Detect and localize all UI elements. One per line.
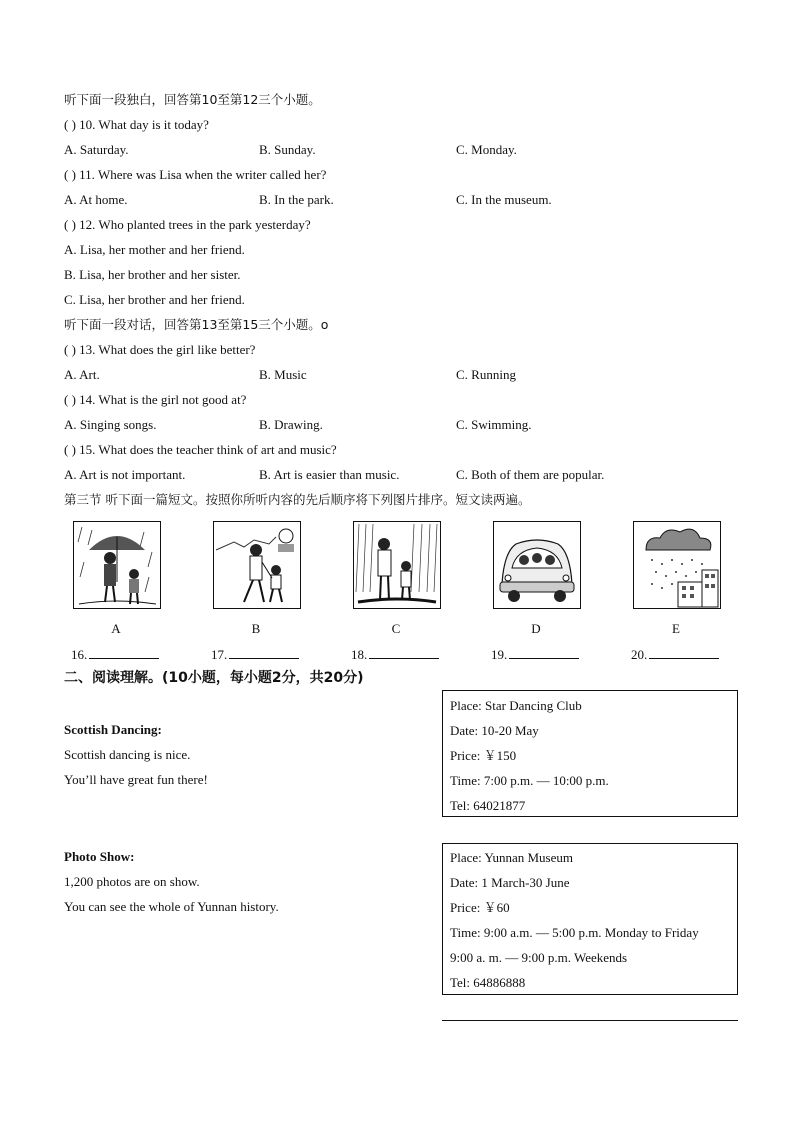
q15-option-b[interactable]: B. Art is easier than music. (259, 467, 400, 482)
ad2-place: Place: Yunnan Museum (450, 850, 573, 865)
q10-option-a[interactable]: A. Saturday. (64, 142, 129, 157)
ad2-time: Time: 9:00 a.m. — 5:00 p.m. Monday to Friday (450, 925, 699, 940)
ad2-line2: You can see the whole of Yunnan history. (64, 899, 279, 914)
q13-option-c[interactable]: C. Running (456, 367, 516, 382)
q11-option-a[interactable]: A. At home. (64, 192, 128, 207)
picture-e (633, 521, 721, 609)
ad1-price: Price: ￥150 (450, 748, 517, 763)
picture-c-label: C (391, 621, 401, 636)
picture-e-label: E (672, 621, 680, 636)
q13-option-b[interactable]: B. Music (259, 367, 307, 382)
ad2-info-box (442, 843, 738, 995)
q11-option-c[interactable]: C. In the museum. (456, 192, 552, 207)
q12-option-c[interactable]: C. Lisa, her brother and her friend. (64, 292, 245, 307)
section3-title: 第三节 听下面一篇短文。按照你所听内容的先后顺序将下列图片排序。短文读两遍。 (64, 492, 531, 507)
blank-number: 17. (211, 647, 228, 662)
question-15: ( ) 15. What does the teacher think of art and music? (64, 442, 337, 457)
answer-blank-20[interactable] (631, 646, 719, 663)
ad1-title: Scottish Dancing: (64, 722, 162, 737)
ad2-title: Photo Show: (64, 849, 135, 864)
blank-number: 16. (71, 647, 88, 662)
ad1-time: Time: 7:00 p.m. — 10:00 p.m. (450, 773, 609, 788)
ad2-tel: Tel: 64886888 (450, 975, 526, 990)
q12-option-a[interactable]: A. Lisa, her mother and her friend. (64, 242, 245, 257)
question-14: ( ) 14. What is the girl not good at? (64, 392, 247, 407)
q14-option-a[interactable]: A. Singing songs. (64, 417, 157, 432)
q12-option-b[interactable]: B. Lisa, her brother and her sister. (64, 267, 241, 282)
q15-option-c[interactable]: C. Both of them are popular. (456, 467, 605, 482)
picture-c (353, 521, 441, 609)
answer-blank-17[interactable] (211, 646, 299, 663)
reading-heading: 二、阅读理解。(10小题，每小题2分，共20分) (64, 670, 364, 686)
question-10: ( ) 10. What day is it today? (64, 117, 209, 132)
ad2-line1: 1,200 photos are on show. (64, 874, 200, 889)
q14-option-b[interactable]: B. Drawing. (259, 417, 323, 432)
answer-blank-18[interactable] (351, 646, 439, 663)
blank-number: 19. (491, 647, 508, 662)
ad1-tel: Tel: 64021877 (450, 798, 526, 813)
ad2-time-weekends: 9:00 a. m. — 9:00 p.m. Weekends (450, 950, 628, 965)
ad1-line2: You’ll have great fun there! (64, 772, 208, 787)
q13-option-a[interactable]: A. Art. (64, 367, 100, 382)
dialogue-intro: 听下面一段对话，回答第13至第15三个小题。o (64, 317, 329, 332)
picture-a-label: A (111, 621, 121, 636)
monologue-intro: 听下面一段独白，回答第10至第12三个小题。 (64, 92, 321, 107)
q10-option-b[interactable]: B. Sunday. (259, 142, 316, 157)
question-13: ( ) 13. What does the girl like better? (64, 342, 256, 357)
picture-d-label: D (531, 621, 541, 636)
blank-number: 18. (351, 647, 368, 662)
ad1-line1: Scottish dancing is nice. (64, 747, 191, 762)
answer-blank-16[interactable] (71, 646, 159, 663)
ad1-info-box (442, 690, 738, 817)
blank-number: 20. (631, 647, 648, 662)
picture-b-label: B (251, 621, 261, 636)
q15-option-a[interactable]: A. Art is not important. (64, 467, 186, 482)
answer-blank-19[interactable] (491, 646, 579, 663)
bottom-divider (442, 1020, 738, 1021)
ad1-place: Place: Star Dancing Club (450, 698, 582, 713)
q14-option-c[interactable]: C. Swimming. (456, 417, 532, 432)
picture-d (493, 521, 581, 609)
picture-a (73, 521, 161, 609)
q10-option-c[interactable]: C. Monday. (456, 142, 517, 157)
ad2-date: Date: 1 March-30 June (450, 875, 570, 890)
picture-b (213, 521, 301, 609)
question-11: ( ) 11. Where was Lisa when the writer called her? (64, 167, 327, 182)
question-12: ( ) 12. Who planted trees in the park yesterday? (64, 217, 311, 232)
ad2-price: Price: ￥60 (450, 900, 510, 915)
ad1-date: Date: 10-20 May (450, 723, 539, 738)
q11-option-b[interactable]: B. In the park. (259, 192, 334, 207)
